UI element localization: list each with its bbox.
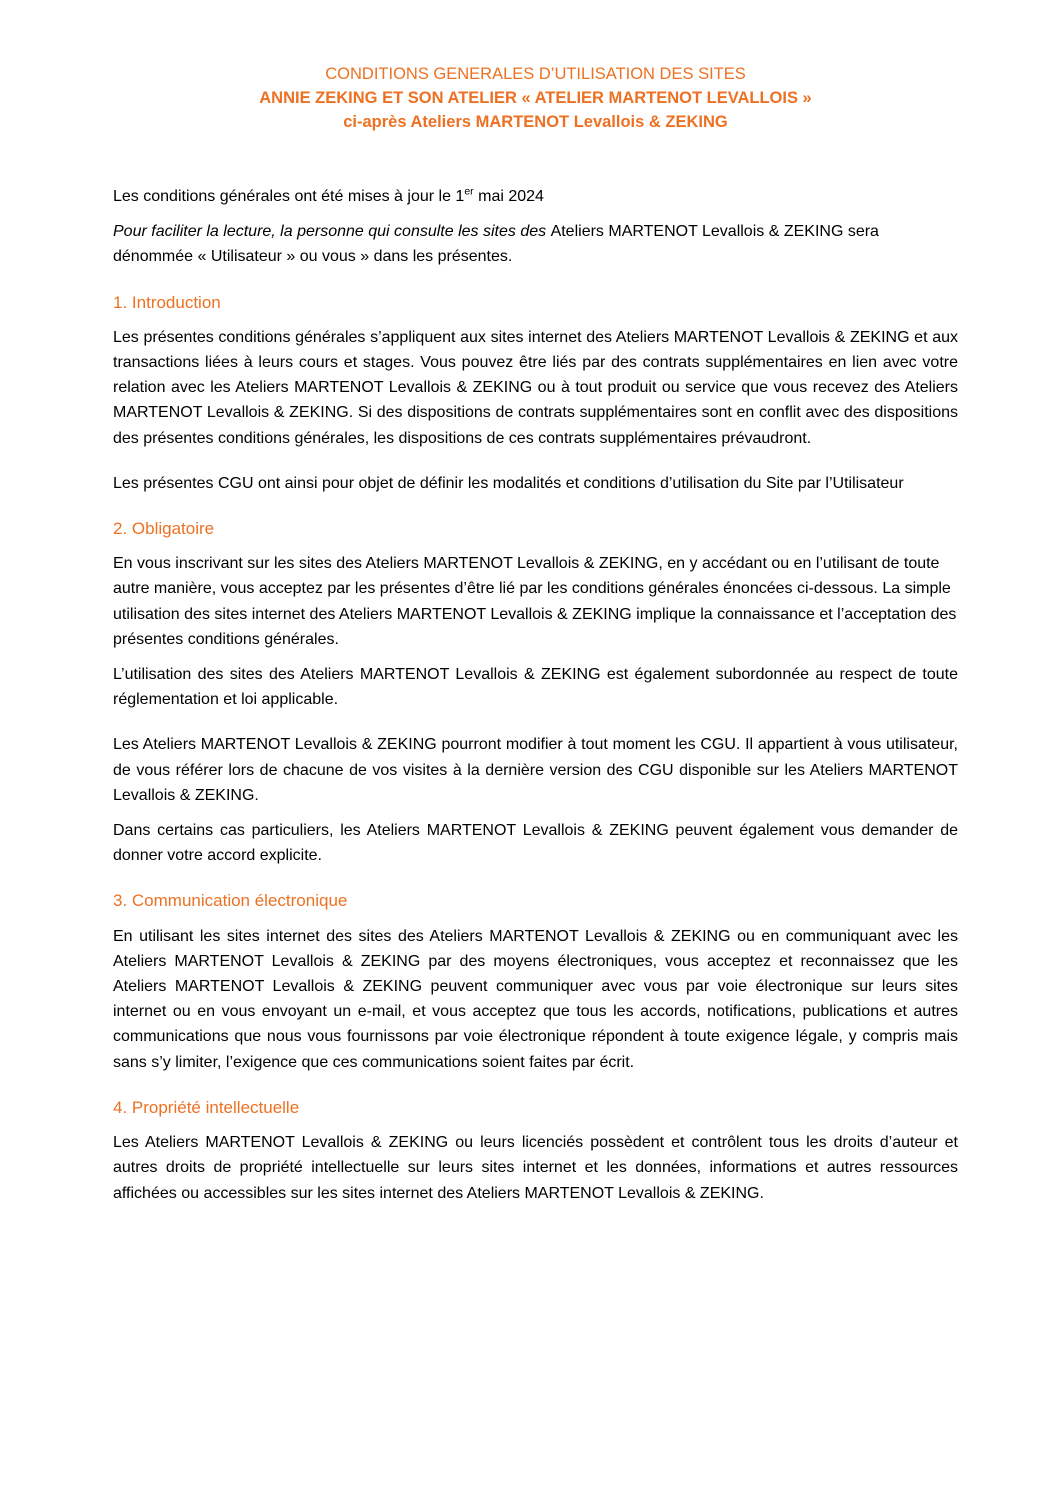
reader-note-italic: Pour faciliter la lecture, la personne qui consulte les sites des	[113, 223, 551, 241]
section-communication-electronique	[113, 888, 958, 1074]
title-line-2: ANNIE ZEKING ET SON ATELIER « ATELIER MARTENOT LEVALLOIS »	[259, 89, 812, 107]
document-title	[113, 62, 958, 134]
reader-note-regular: Ateliers MARTENOT Levallois & ZEKING sera dénommée « Utilisateur » ou vous » dans les présentes.	[113, 223, 879, 266]
section-2-heading: 2. Obligatoire	[113, 519, 215, 539]
paragraph: Les présentes CGU ont ainsi pour objet de définir les modalités et conditions d’utilisation du Site par l’Utilisateur	[113, 474, 904, 492]
updated-date-suffix: mai 2024	[473, 188, 544, 205]
section-1-heading: 1. Introduction	[113, 292, 221, 312]
section-4-heading: 4. Propriété intellectuelle	[113, 1097, 300, 1117]
paragraph: L’utilisation des sites des Ateliers MARTENOT Levallois & ZEKING est également subordonnée au respect de toute réglementation et loi applicable.	[113, 666, 958, 709]
updated-date-paragraph	[113, 184, 958, 209]
section-obligatoire	[113, 516, 958, 868]
paragraph: Les Ateliers MARTENOT Levallois & ZEKING ou leurs licenciés possèdent et contrôlent tous les droits d’auteur et autres droits de propriété intellectuelle sur leurs sites internet et les données, informations et autres ressources affichées ou accessibles sur les sites internet des Ateliers MARTENOT Levallois & ZEKING.	[113, 1134, 958, 1202]
section-3-heading: 3. Communication électronique	[113, 891, 348, 911]
section-propriete-intellectuelle	[113, 1095, 958, 1206]
paragraph: Les présentes conditions générales s’appliquent aux sites internet des Ateliers MARTENOT Levallois & ZEKING et aux transactions liées à leurs cours et stages. Vous pouvez être liés par des contrats supplémentaires en lien avec votre relation avec les Ateliers MARTENOT Levallois & ZEKING ou à tout produit ou service que vous recevez des Ateliers MARTENOT Levallois & ZEKING. Si des dispositions de contrats supplémentaires sont en conflit avec des dispositions des présentes conditions générales, les dispositions de ces contrats supplémentaires prévaudront.	[113, 328, 958, 447]
paragraph: En vous inscrivant sur les sites des Ateliers MARTENOT Levallois & ZEKING, en y accédant ou en l’utilisant de toute autre manière, vous acceptez par les présentes d’être lié par les conditions générales énoncées ci-dessous. La simple utilisation des sites internet des Ateliers MARTENOT Levallois & ZEKING implique la connaissance et l’acceptation des présentes conditions générales.	[113, 555, 957, 648]
title-line-3: ci-après Ateliers MARTENOT Levallois & ZEKING	[343, 113, 728, 131]
paragraph: En utilisant les sites internet des sites des Ateliers MARTENOT Levallois & ZEKING ou en communiquant avec les Ateliers MARTENOT Levallois & ZEKING par des moyens électroniques, vous acceptez et reconnaissez que les Ateliers MARTENOT Levallois & ZEKING peuvent communiquer avec vous par voie électronique sur leurs sites internet ou en vous envoyant un e-mail, et vous acceptez que tous les accords, notifications, publications et autres communications que nous vous fournissons par voie électronique répondent à toute exigence légale, y compris mais sans s’y limiter, l’exigence que ces communications soient faites par écrit.	[113, 927, 958, 1071]
paragraph: Dans certains cas particuliers, les Ateliers MARTENOT Levallois & ZEKING peuvent également vous demander de donner votre accord explicite.	[113, 822, 958, 865]
title-line-1: CONDITIONS GENERALES D’UTILISATION DES SITES	[325, 65, 746, 83]
reader-note-paragraph	[113, 219, 958, 269]
section-introduction	[113, 290, 958, 496]
ordinal-superscript: er	[464, 185, 474, 198]
updated-date-prefix: Les conditions générales ont été mises à jour le 1	[113, 188, 465, 205]
paragraph: Les Ateliers MARTENOT Levallois & ZEKING pourront modifier à tout moment les CGU. Il appartient à vous utilisateur, de vous référer lors de chacune de vos visites à la dernière version des CGU disponible sur les Ateliers MARTENOT Levallois & ZEKING.	[113, 736, 958, 804]
